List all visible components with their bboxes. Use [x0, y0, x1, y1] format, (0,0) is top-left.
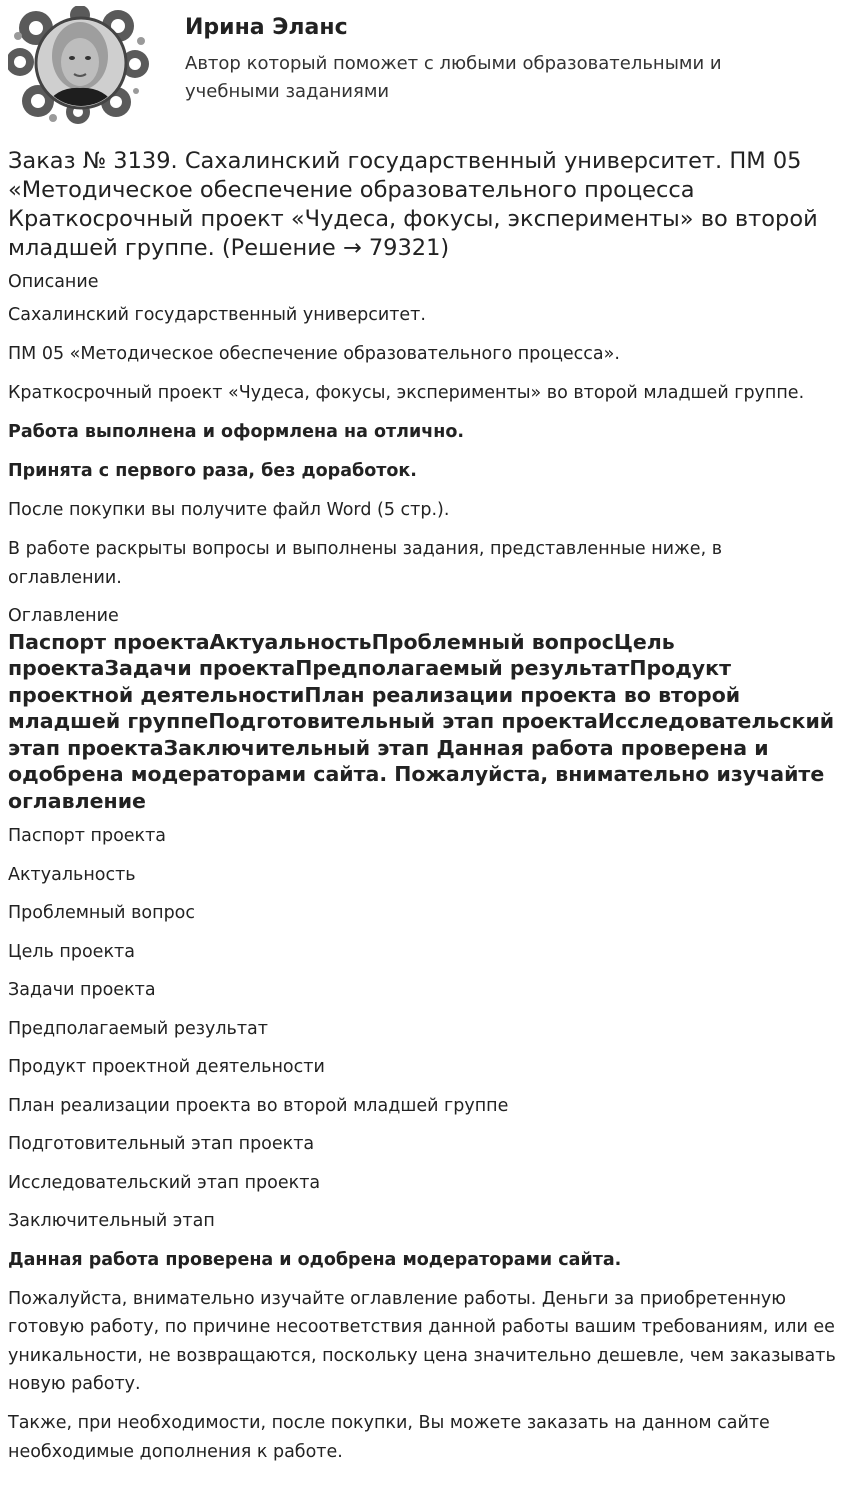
- accepted-note: Принята с первого раза, без доработок.: [8, 461, 417, 481]
- toc-item: Исследовательский этап проекта: [8, 1172, 321, 1193]
- author-card: [8, 6, 838, 126]
- toc-list: [8, 822, 838, 1236]
- toc-item: Подготовительный этап проекта: [8, 1134, 315, 1154]
- order-title: Заказ № 3139. Сахалинский государственный университет. ПМ 05 «Методическое обеспечение образовательного процесса Краткосрочный проект «Чудеса, фокусы, эксперименты» во второй младшей группе. (Решение → 79321): [8, 148, 818, 261]
- verified-note: Данная работа проверена и одобрена модераторами сайта.: [8, 1249, 622, 1270]
- description-label: Описание: [8, 272, 99, 292]
- author-description: Автор который поможет с любыми образовательными и учебными заданиями: [185, 53, 722, 102]
- toc-item: Задачи проекта: [8, 980, 156, 1000]
- file-info: После покупки вы получите файл Word (5 стр.).: [8, 500, 450, 520]
- toc-item: Актуальность: [8, 864, 136, 885]
- addons-note: Также, при необходимости, после покупки, Вы можете заказать на данном сайте необходимые дополнения к работе.: [8, 1413, 770, 1462]
- toc-item: Проблемный вопрос: [8, 903, 196, 923]
- toc-item: Цель проекта: [8, 941, 135, 962]
- toc-summary: Паспорт проектаАктуальностьПроблемный вопросЦель проектаЗадачи проектаПредполагаемый результатПродукт проектной деятельностиПлан реализации проекта во второй младшей группеПодготовительный этап проектаИсследовательский этап проектаЗаключительный этап Данная работа проверена и одобрена модераторами сайта. Пожалуйста, внимательно изучайте оглавление: [8, 629, 835, 813]
- toc-label: Оглавление: [8, 605, 119, 626]
- toc-item: План реализации проекта во второй младшей группе: [8, 1095, 509, 1116]
- contents-note: В работе раскрыты вопросы и выполнены задания, представленные ниже, в оглавлении.: [8, 539, 723, 588]
- toc-item: Продукт проектной деятельности: [8, 1057, 325, 1077]
- description-module: ПМ 05 «Методическое обеспечение образовательного процесса».: [8, 344, 620, 364]
- author-avatar: [8, 6, 150, 124]
- toc-item: Паспорт проекта: [8, 826, 167, 846]
- toc-item: Предполагаемый результат: [8, 1018, 268, 1039]
- description-project: Краткосрочный проект «Чудеса, фокусы, эксперименты» во второй младшей группе.: [8, 383, 805, 403]
- author-name[interactable]: Ирина Эланс: [185, 15, 348, 40]
- order-content: [8, 147, 838, 1477]
- description-university: Сахалинский государственный университет.: [8, 305, 426, 325]
- toc-item: Заключительный этап: [8, 1211, 215, 1231]
- refund-warning: Пожалуйста, внимательно изучайте оглавление работы. Деньги за приобретенную готовую работу, по причине несоответствия данной работы вашим требованиям, или ее уникальности, не возвращаются, поскольку цена значительно дешевле, чем заказывать новую работу.: [8, 1288, 836, 1394]
- quality-note: Работа выполнена и оформлена на отлично.: [8, 422, 464, 442]
